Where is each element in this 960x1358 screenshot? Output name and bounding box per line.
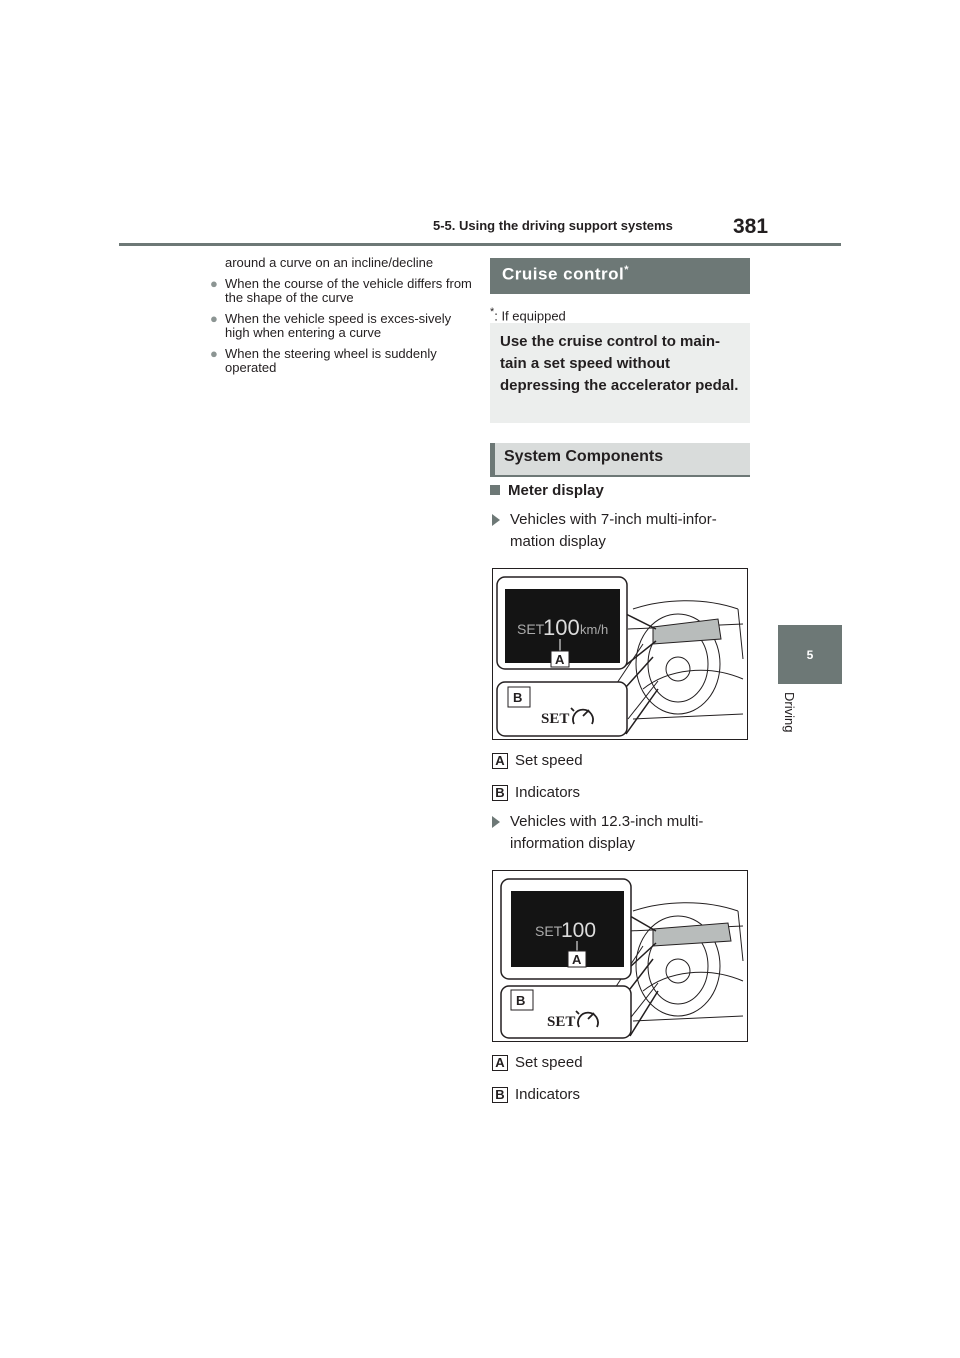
legend-key: B	[492, 1087, 508, 1103]
screen-set-label: SET	[535, 923, 563, 939]
bullet-item	[210, 346, 472, 375]
legend-text: Indicators	[515, 1086, 581, 1103]
callout-a: A	[555, 652, 565, 667]
legend-item	[492, 1054, 583, 1071]
left-column	[210, 256, 472, 382]
meter-heading-text: Meter display	[508, 482, 604, 499]
title-mark: *	[624, 264, 630, 276]
square-bullet-icon	[490, 485, 500, 495]
screen-speed-value: 100	[543, 615, 580, 640]
figure-caption-2	[492, 811, 750, 855]
cockpit-illustration	[493, 569, 748, 740]
chapter-label: Driving	[782, 692, 797, 733]
footnote-mark: *	[490, 306, 495, 318]
chapter-tab[interactable]: 5	[778, 625, 842, 684]
running-header: 5-5. Using the driving support systems	[433, 218, 673, 233]
section-title-text: Cruise control	[502, 264, 625, 284]
indicator-set-label: SET	[541, 711, 570, 727]
figure-7inch-display	[492, 568, 748, 740]
header-divider	[119, 243, 841, 246]
legend-item	[492, 784, 580, 801]
legend-text: Set speed	[515, 1054, 583, 1071]
continued-text: around a curve on an incline/decline	[225, 255, 434, 270]
caption-text: Vehicles with 12.3-inch multi-information display	[510, 813, 704, 852]
screen-speed-unit: km/h	[580, 622, 609, 637]
page-number: 381	[733, 215, 769, 238]
bullet-text: When the vehicle speed is exces-sively high when entering a curve	[225, 311, 452, 340]
arrow-bullet-icon	[492, 816, 500, 828]
callout-b: B	[516, 993, 526, 1008]
bullet-dot-icon: ●	[210, 346, 218, 361]
bullet-dot-icon: ●	[210, 311, 218, 326]
legend-text: Indicators	[515, 784, 581, 801]
footnote-text: : If equipped	[494, 308, 566, 324]
legend-key: A	[492, 1055, 508, 1071]
caption-text: Vehicles with 7-inch multi-infor-mation display	[510, 511, 717, 550]
indicator-set-label: SET	[547, 1014, 576, 1030]
bullet-dot-icon: ●	[210, 276, 218, 291]
legend-key: B	[492, 785, 508, 801]
cockpit-illustration	[493, 871, 748, 1042]
bullet-item	[210, 311, 472, 340]
summary-box: Use the cruise control to main-tain a set speed without depressing the accelerator pedal.	[490, 323, 750, 423]
subheading: System Components	[490, 443, 750, 475]
screen-set-label: SET	[517, 621, 545, 637]
figure-caption-1	[492, 509, 750, 553]
section-title	[490, 258, 750, 294]
callout-a: A	[572, 952, 582, 967]
footnote	[490, 306, 566, 323]
arrow-bullet-icon	[492, 514, 500, 526]
bullet-text: When the steering wheel is suddenly operated	[225, 346, 437, 375]
legend-text: Set speed	[515, 752, 583, 769]
callout-b: B	[513, 690, 523, 705]
legend-item	[492, 752, 583, 769]
figure-12inch-display	[492, 870, 748, 1042]
bullet-item	[210, 276, 472, 305]
meter-heading	[490, 482, 604, 499]
legend-item	[492, 1086, 580, 1103]
legend-key: A	[492, 753, 508, 769]
screen-speed-value: 100	[561, 919, 597, 942]
bullet-text: When the course of the vehicle differs from the shape of the curve	[225, 276, 472, 305]
